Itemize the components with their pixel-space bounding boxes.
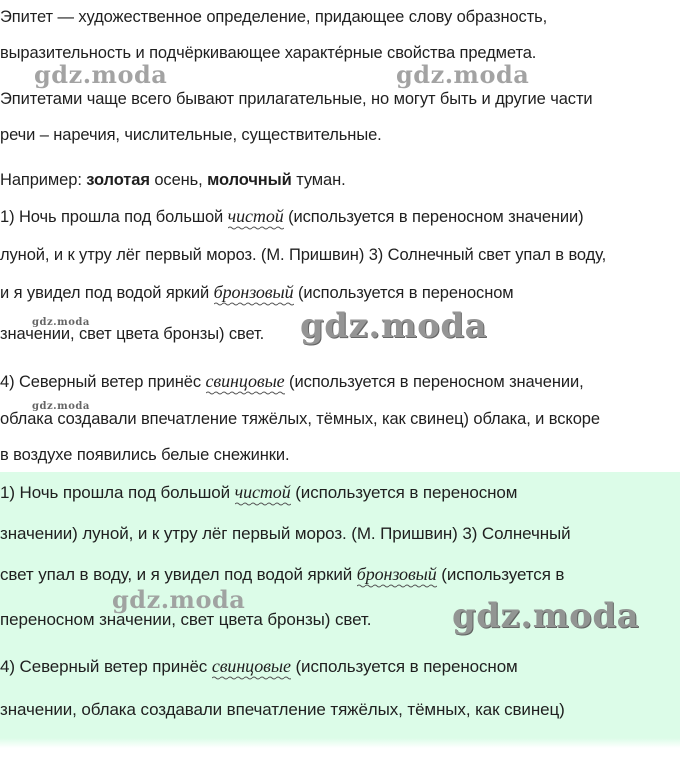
watermark: gdz.moda [34, 60, 168, 89]
example-line [0, 171, 346, 190]
answer-line-6: значении, облака создавали впечатление тяжёлых, тёмных, как свинец) [0, 700, 565, 719]
watermark: gdz.moda [300, 306, 488, 346]
definition-line-2: выразительность и подчёркивающее характе́рные свойства предмета. [0, 44, 537, 62]
epithet-svintsovye: свинцовые [206, 371, 285, 395]
watermark: gdz.moda [112, 585, 246, 614]
question-line-5 [0, 371, 584, 392]
question-text: 1) Ночь прошла под большой [0, 208, 228, 226]
example-prefix: Например: [0, 171, 87, 189]
answer-line-1 [0, 482, 517, 503]
answer-text: (используется в переносном [290, 657, 518, 676]
watermark: gdz.moda [32, 401, 90, 412]
example-word-golden: золотая [86, 171, 150, 189]
answer-text: 1) Ночь прошла под большой [0, 483, 235, 502]
question-text: (используется в переносном значении, [284, 373, 584, 391]
question-text: и я увидел под водой яркий [0, 284, 214, 302]
answer-text: (используется в [436, 565, 565, 584]
watermark: gdz.moda [452, 596, 640, 636]
question-text: 4) Северный ветер принёс [0, 373, 206, 391]
answer-text: свет упал в воду, и я увидел под водой яркий [0, 565, 357, 584]
answer-line-4: переносном значении, свет цвета бронзы) свет. [0, 610, 372, 629]
question-line-7: в воздухе появились белые снежинки. [0, 446, 290, 464]
question-line-3 [0, 282, 514, 303]
epithet-chistoy: чистой [228, 206, 284, 230]
watermark: gdz.moda [32, 317, 90, 328]
answer-text: (используется в переносном [290, 483, 518, 502]
answer-text: 4) Северный ветер принёс [0, 657, 212, 676]
question-text: (используется в переносном [293, 284, 514, 302]
definition-line-4: речи – наречия, числительные, существительные. [0, 126, 382, 144]
definition-line-3: Эпитетами чаще всего бывают прилагательные, но могут быть и другие части [0, 90, 593, 108]
question-line-2: луной, и к утру лёг первый мороз. (М. Пришвин) 3) Солнечный свет упал в воду, [0, 246, 607, 264]
epithet-bronzovyy: бронзовый [214, 282, 294, 306]
question-line-4: значении, свет цвета бронзы) свет. [0, 325, 265, 343]
answer-line-3 [0, 564, 564, 585]
example-mid: осень, [149, 171, 208, 189]
fade-overlay [0, 738, 680, 748]
example-suffix: туман. [291, 171, 346, 189]
watermark: gdz.moda [396, 60, 530, 89]
epithet-chistoy: чистой [235, 482, 291, 506]
question-text: (используется в переносном значении) [283, 208, 584, 226]
epithet-svintsovye: свинцовые [212, 656, 291, 680]
example-word-milky: молочный [207, 171, 292, 189]
question-line-1 [0, 206, 584, 227]
answer-line-5 [0, 656, 518, 677]
answer-line-2: значении) луной, и к утру лёг первый мороз. (М. Пришвин) 3) Солнечный [0, 524, 571, 543]
definition-line-1: Эпитет — художественное определение, придающее слову образность, [0, 8, 548, 26]
question-line-6: облака создавали впечатление тяжёлых, тёмных, как свинец) облака, и вскоре [0, 410, 600, 428]
epithet-bronzovyy: бронзовый [357, 564, 437, 588]
